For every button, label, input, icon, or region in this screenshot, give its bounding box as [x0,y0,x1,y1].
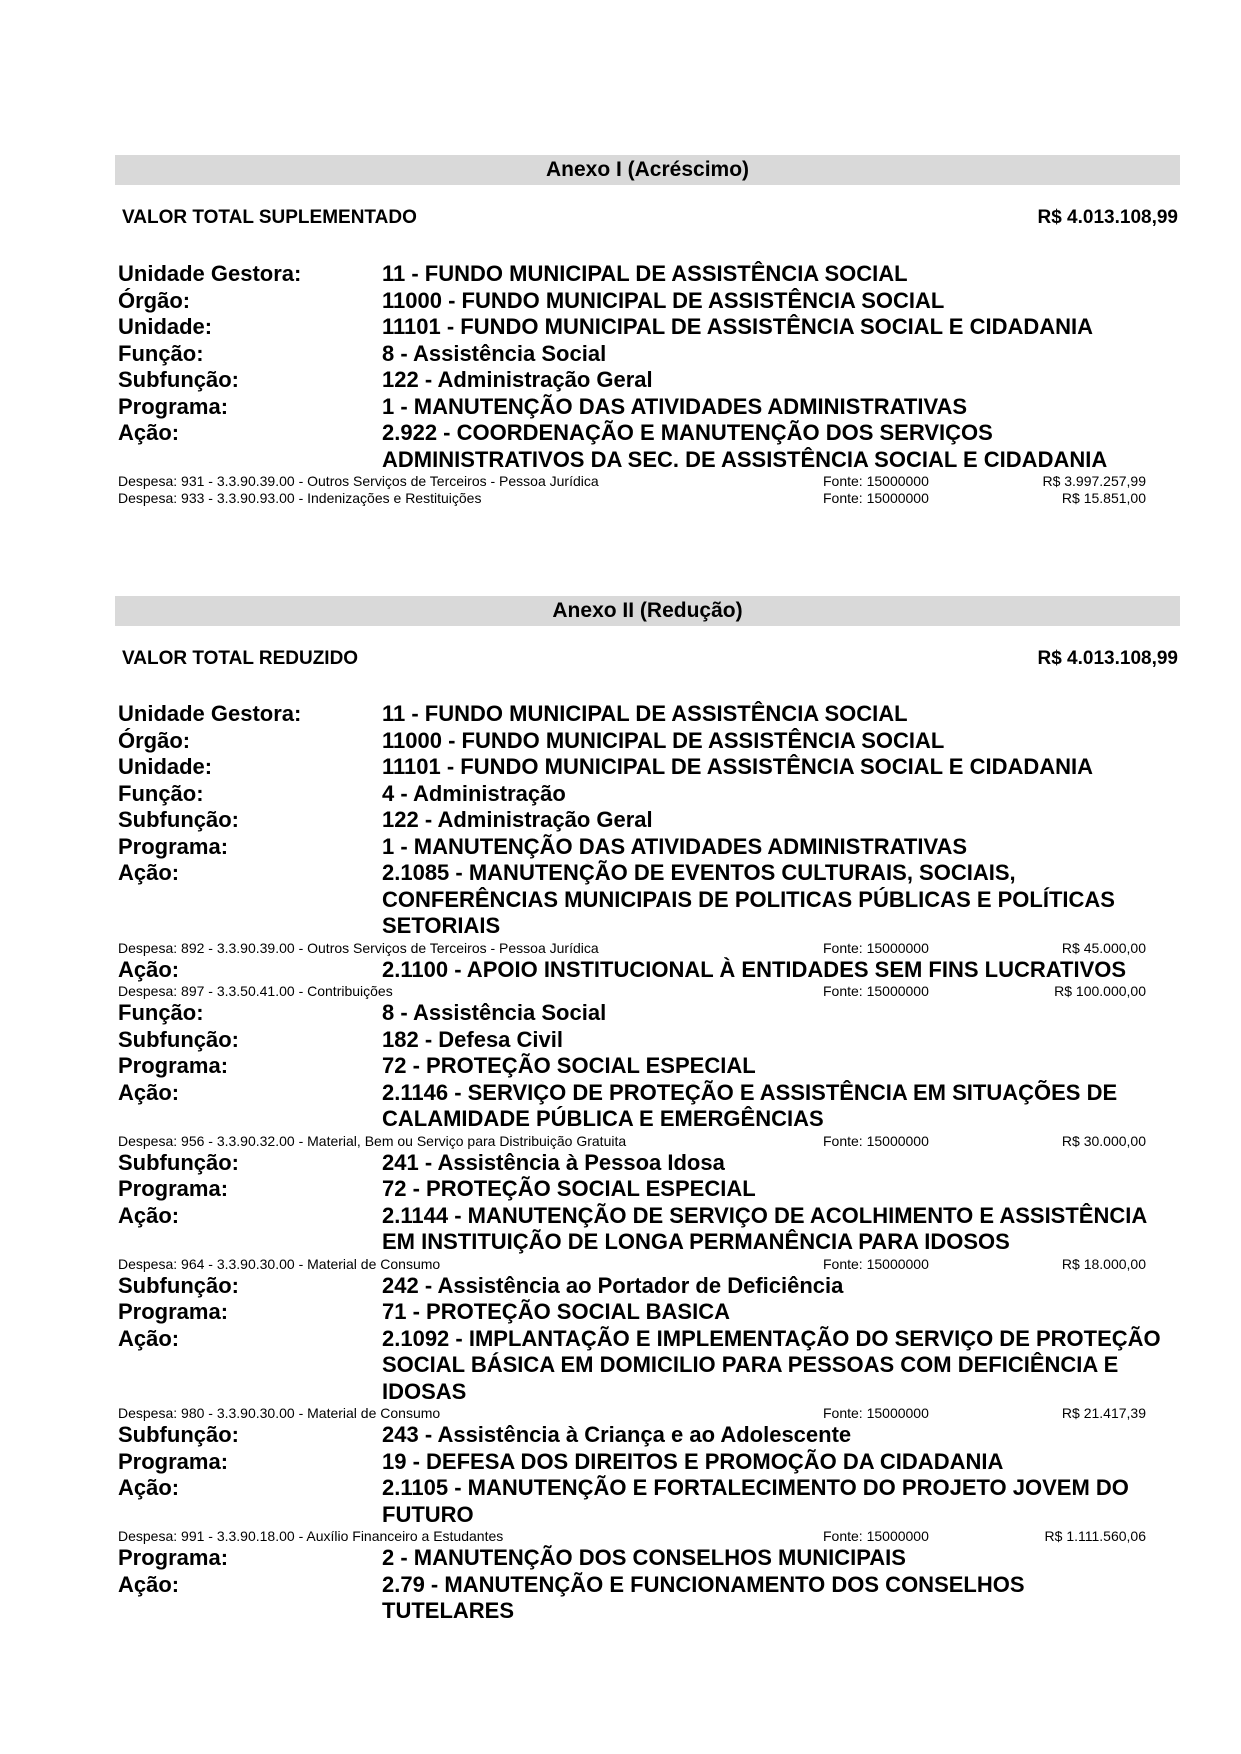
field-row [118,1449,1180,1476]
annex-1-rows [118,261,1180,507]
annex-2-total [122,648,1178,670]
field-label: Programa: [118,1053,229,1078]
expense-description: Despesa: 980 - 3.3.90.30.00 - Material de Consumo [118,1405,441,1421]
expense-amount: R$ 21.417,39 [1061,1405,1146,1421]
expense-description: Despesa: 897 - 3.3.50.41.00 - Contribuições [118,983,393,999]
field-label: Ação: [118,1079,180,1105]
field-value: 2.1100 - APOIO INSTITUCIONAL À ENTIDADES SEM FINS LUCRATIVOS [382,956,1127,982]
field-row [118,807,1180,834]
expense-amount: R$ 3.997.257,99 [1042,473,1146,489]
expense-fonte: Fonte: 15000000 [823,490,929,506]
field-value: 2.1085 - MANUTENÇÃO DE EVENTOS CULTURAIS, SOCIAIS, CONFERÊNCIAS MUNICIPAIS DE POLITICAS PÚBLICAS E POLÍTICAS SETORIAIS [382,860,1115,938]
expense-amount: R$ 100.000,00 [1054,983,1146,999]
expense-description: Despesa: 964 - 3.3.90.30.00 - Material de Consumo [118,1255,441,1272]
expense-fonte: Fonte: 15000000 [823,1405,929,1421]
field-label: Ação: [118,1202,180,1228]
expense-amount: R$ 30.000,00 [1061,1132,1146,1149]
field-value: 122 - Administração Geral [382,807,653,832]
field-label: Programa: [118,1448,229,1474]
field-label: Programa: [118,833,229,859]
field-label: Subfunção: [118,1272,239,1298]
expense-description: Despesa: 892 - 3.3.90.39.00 - Outros Serviços de Terceiros - Pessoa Jurídica [118,939,599,956]
field-label: Subfunção: [118,807,239,832]
field-value: 1 - MANUTENÇÃO DAS ATIVIDADES ADMINISTRATIVAS [382,833,968,859]
field-value: 4 - Administração [382,780,566,806]
field-value: 11 - FUNDO MUNICIPAL DE ASSISTÊNCIA SOCIAL [382,701,908,726]
field-row [118,754,1180,781]
field-row [118,1203,1180,1256]
expense-line [118,1405,1180,1422]
expense-fonte: Fonte: 15000000 [823,983,929,999]
field-label: Subfunção: [118,1422,239,1447]
field-value: 2.1105 - MANUTENÇÃO E FORTALECIMENTO DO PROJETO JOVEM DO FUTURO [382,1475,1129,1527]
annex-2-total-label: VALOR TOTAL REDUZIDO [122,648,359,669]
field-row [118,314,1180,341]
expense-line [118,940,1180,957]
field-row [118,1176,1180,1203]
field-value: 2.1144 - MANUTENÇÃO DE SERVIÇO DE ACOLHIMENTO E ASSISTÊNCIA EM INSTITUIÇÃO DE LONGA PERMANÊNCIA PARA IDOSOS [382,1202,1147,1254]
field-row [118,1475,1180,1528]
expense-fonte: Fonte: 15000000 [823,939,929,956]
field-value: 11101 - FUNDO MUNICIPAL DE ASSISTÊNCIA SOCIAL E CIDADANIA [382,314,1094,339]
field-row [118,1299,1180,1326]
field-row [118,341,1180,368]
field-value: 72 - PROTEÇÃO SOCIAL ESPECIAL [382,1053,756,1078]
field-value: 71 - PROTEÇÃO SOCIAL BASICA [382,1299,730,1324]
field-label: Programa: [118,1545,229,1570]
expense-line [118,1133,1180,1150]
expense-amount: R$ 45.000,00 [1061,939,1146,956]
field-row [118,1422,1180,1449]
field-value: 2.79 - MANUTENÇÃO E FUNCIONAMENTO DOS CONSELHOS TUTELARES [382,1571,1025,1623]
field-row [118,860,1180,940]
field-row [118,1053,1180,1080]
field-row [118,1326,1180,1406]
field-value: 2 - MANUTENÇÃO DOS CONSELHOS MUNICIPAIS [382,1545,906,1570]
annex-1-total [122,207,1178,229]
field-row [118,394,1180,421]
field-value: 72 - PROTEÇÃO SOCIAL ESPECIAL [382,1176,756,1201]
field-label: Unidade: [118,754,213,779]
field-row [118,1572,1180,1625]
expense-line [118,983,1180,1000]
field-label: Subfunção: [118,367,239,392]
field-value: 242 - Assistência ao Portador de Deficiência [382,1272,844,1298]
field-row [118,834,1180,861]
expense-amount: R$ 18.000,00 [1061,1255,1146,1272]
field-value: 2.1146 - SERVIÇO DE PROTEÇÃO E ASSISTÊNCIA EM SITUAÇÕES DE CALAMIDADE PÚBLICA E EMERGÊNCIAS [382,1079,1118,1131]
field-value: 19 - DEFESA DOS DIREITOS E PROMOÇÃO DA CIDADANIA [382,1448,1004,1474]
field-row [118,1545,1180,1572]
field-row [118,420,1180,473]
field-row [118,1000,1180,1027]
field-label: Função: [118,1000,204,1025]
expense-fonte: Fonte: 15000000 [823,1528,929,1544]
field-value: 11101 - FUNDO MUNICIPAL DE ASSISTÊNCIA SOCIAL E CIDADANIA [382,754,1094,779]
expense-description: Despesa: 931 - 3.3.90.39.00 - Outros Serviços de Terceiros - Pessoa Jurídica [118,473,599,489]
expense-fonte: Fonte: 15000000 [823,1132,929,1149]
field-label: Ação: [118,956,180,982]
expense-line [118,473,1180,490]
field-label: Programa: [118,393,229,419]
expense-description: Despesa: 933 - 3.3.90.93.00 - Indenizações e Restituições [118,490,482,506]
field-row [118,1027,1180,1054]
field-value: 182 - Defesa Civil [382,1026,563,1052]
field-label: Ação: [118,1475,180,1500]
expense-description: Despesa: 991 - 3.3.90.18.00 - Auxílio Financeiro a Estudantes [118,1528,504,1544]
field-label: Função: [118,780,204,806]
expense-description: Despesa: 956 - 3.3.90.32.00 - Material, Bem ou Serviço para Distribuição Gratuita [118,1132,627,1149]
expense-line [118,490,1180,507]
field-label: Unidade Gestora: [118,701,302,726]
annex-2-rows [118,701,1180,1625]
field-label: Órgão: [118,287,191,313]
field-label: Subfunção: [118,1026,239,1052]
field-row [118,288,1180,315]
field-label: Unidade: [118,314,213,339]
field-row [118,367,1180,394]
expense-amount: R$ 1.111.560,06 [1044,1528,1146,1544]
field-row [118,957,1180,984]
field-label: Unidade Gestora: [118,261,302,286]
annex-2-title: Anexo II (Redução) [115,596,1180,626]
field-value: 8 - Assistência Social [382,340,607,366]
annex-1-total-value: R$ 4.013.108,99 [1037,207,1178,228]
expense-line [118,1256,1180,1273]
field-label: Órgão: [118,727,191,753]
field-value: 2.922 - COORDENAÇÃO E MANUTENÇÃO DOS SERVIÇOS ADMINISTRATIVOS DA SEC. DE ASSISTÊNCIA SOCIAL E CIDADANIA [382,420,1108,472]
field-row [118,781,1180,808]
field-row [118,728,1180,755]
field-value: 11000 - FUNDO MUNICIPAL DE ASSISTÊNCIA SOCIAL [382,287,945,313]
expense-fonte: Fonte: 15000000 [823,473,929,489]
expense-line [118,1528,1180,1545]
field-label: Ação: [118,860,180,885]
expense-amount: R$ 15.851,00 [1061,490,1146,506]
field-label: Subfunção: [118,1149,239,1175]
field-value: 122 - Administração Geral [382,367,653,392]
field-row [118,1080,1180,1133]
field-value: 11000 - FUNDO MUNICIPAL DE ASSISTÊNCIA SOCIAL [382,727,945,753]
expense-fonte: Fonte: 15000000 [823,1255,929,1272]
field-value: 243 - Assistência à Criança e ao Adolescente [382,1422,852,1447]
field-row [118,261,1180,288]
field-label: Ação: [118,1571,180,1597]
field-value: 8 - Assistência Social [382,1000,607,1025]
field-label: Função: [118,340,204,366]
field-row [118,1150,1180,1177]
field-row [118,1273,1180,1300]
field-label: Ação: [118,420,180,445]
field-value: 241 - Assistência à Pessoa Idosa [382,1149,725,1175]
annex-1-title: Anexo I (Acréscimo) [115,155,1180,185]
field-label: Programa: [118,1176,229,1201]
field-value: 1 - MANUTENÇÃO DAS ATIVIDADES ADMINISTRATIVAS [382,393,968,419]
field-value: 2.1092 - IMPLANTAÇÃO E IMPLEMENTAÇÃO DO SERVIÇO DE PROTEÇÃO SOCIAL BÁSICA EM DOMICILIO PARA PESSOAS COM DEFICIÊNCIA E IDOSAS [382,1325,1161,1404]
field-row [118,701,1180,728]
field-label: Ação: [118,1325,180,1351]
field-label: Programa: [118,1299,229,1324]
field-value: 11 - FUNDO MUNICIPAL DE ASSISTÊNCIA SOCIAL [382,261,908,286]
annex-1-total-label: VALOR TOTAL SUPLEMENTADO [122,207,417,228]
annex-2-total-value: R$ 4.013.108,99 [1037,648,1178,669]
